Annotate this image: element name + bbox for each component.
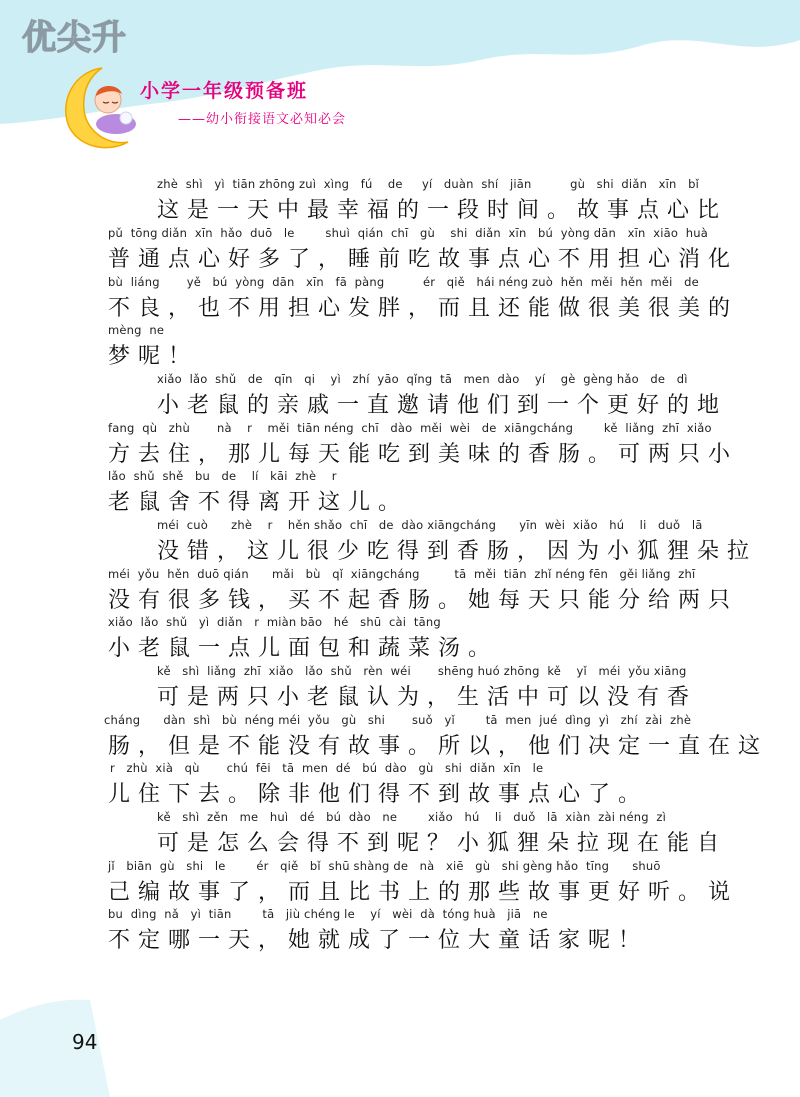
hanzi-line: 可是怎么会得不到呢？小狐狸朵拉现在能自 (157, 831, 728, 856)
pinyin-line: méi yǒu hěn duō qián mǎi bù qǐ xiāngcháng tā měi tiān zhǐ néng fēn gěi liǎng zhī (108, 567, 696, 581)
hanzi-line: 没有很多钱，买不起香肠。她每天只能分给两只 (108, 588, 739, 613)
pinyin-line: méi cuò zhè r hěn shǎo chī de dào xiāngcháng yīn wèi xiǎo hú li duǒ lā (157, 518, 703, 532)
pinyin-line: jǐ biān gù shi le ér qiě bǐ shū shàng de nà xiē gù shi gèng hǎo tīng shuō (108, 859, 661, 873)
pinyin-line: lǎo shǔ shě bu de lí kāi zhè r (108, 469, 337, 483)
pinyin-line: fang qù zhù nà r měi tiān néng chī dào měi wèi de xiāngcháng kě liǎng zhī xiǎo (108, 421, 712, 435)
pinyin-line: xiǎo lǎo shǔ de qīn qi yì zhí yāo qǐng tā men dào yí gè gèng hǎo de dì (157, 372, 688, 386)
series-subtitle: ——幼小衔接语文必知必会 (178, 112, 347, 127)
hanzi-line: 方去住，那儿每天能吃到美味的香肠。可两只小 (108, 442, 739, 467)
hanzi-line: 普通点心好多了，睡前吃故事点心不用担心消化 (108, 247, 739, 272)
brand-logo: 优尖升 (22, 18, 127, 58)
hanzi-line: 儿住下去。除非他们得不到故事点心了。 (108, 782, 649, 807)
pinyin-line: r zhù xià qù chú fēi tā men dé bú dào gù shi diǎn xīn le (110, 761, 544, 775)
pinyin-line: mèng ne (108, 323, 165, 337)
hanzi-line: 不良，也不用担心发胖，而且还能做很美很美的 (108, 296, 739, 321)
pinyin-line: bù liáng yě bú yòng dān xīn fā pàng ér qiě hái néng zuò hěn měi hěn měi de (108, 275, 699, 289)
pinyin-line: kě shì zěn me huì dé bú dào ne xiǎo hú li duǒ lā xiàn zài néng zì (157, 810, 667, 824)
hanzi-line: 肠，但是不能没有故事。所以，他们决定一直在这 (108, 734, 769, 759)
page-number: 94 (72, 1030, 98, 1054)
hanzi-line: 梦呢！ (108, 344, 199, 369)
pinyin-line: cháng dàn shì bù néng méi yǒu gù shi suǒ yǐ tā men jué dìng yì zhí zài zhè (104, 713, 692, 727)
hanzi-line: 不定哪一天，她就成了一位大童话家呢！ (108, 928, 649, 953)
pinyin-line: xiǎo lǎo shǔ yì diǎn r miàn bāo hé shū cài tāng (108, 615, 441, 629)
pinyin-line: kě shì liǎng zhī xiǎo lǎo shǔ rèn wéi shēng huó zhōng kě yǐ méi yǒu xiāng (157, 664, 687, 678)
hanzi-line: 老鼠舍不得离开这儿。 (108, 490, 409, 515)
hanzi-line: 己编故事了，而且比书上的那些故事更好听。说 (108, 880, 739, 905)
hanzi-line: 没错，这儿很少吃得到香肠，因为小狐狸朵拉 (157, 539, 758, 564)
pinyin-line: pǔ tōng diǎn xīn hǎo duō le shuì qián chī gù shi diǎn xīn bú yòng dān xīn xiāo huà (108, 226, 709, 240)
pinyin-line: bu dìng nǎ yì tiān tā jiù chéng le yí wèi dà tóng huà jiā ne (108, 907, 548, 921)
series-title: 小学一年级预备班 (140, 80, 309, 102)
hanzi-line: 这是一天中最幸福的一段时间。故事点心比 (157, 198, 728, 223)
hanzi-line: 可是两只小老鼠认为，生活中可以没有香 (157, 685, 698, 710)
pinyin-line: zhè shì yì tiān zhōng zuì xìng fú de yí duàn shí jiān gù shi diǎn xīn bǐ (157, 177, 699, 191)
hanzi-line: 小老鼠的亲戚一直邀请他们到一个更好的地 (157, 393, 728, 418)
hanzi-line: 小老鼠一点儿面包和蔬菜汤。 (108, 636, 499, 661)
